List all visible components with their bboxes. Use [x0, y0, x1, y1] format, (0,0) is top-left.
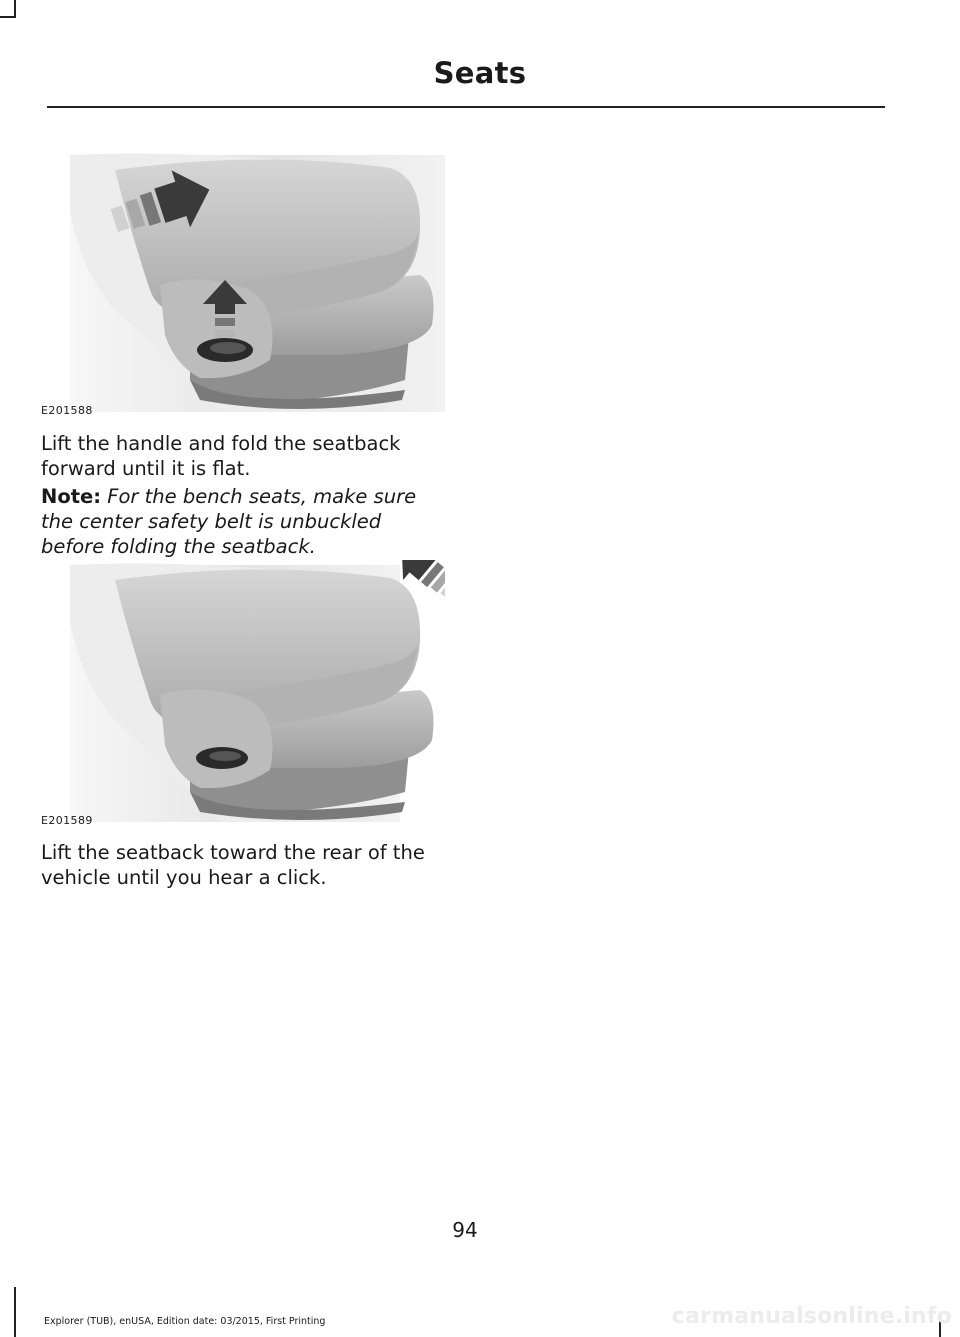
note-label: Note:	[41, 485, 102, 508]
header-divider	[47, 106, 885, 108]
crop-mark-top-left-horizontal	[0, 16, 16, 18]
crop-mark-bottom-left-vertical	[14, 1287, 16, 1337]
figure-code: E201588	[41, 404, 93, 417]
figure-code: E201589	[41, 814, 93, 827]
seat-illustration-fold-forward	[40, 150, 445, 412]
instruction-fold-forward: Lift the handle and fold the seatback forward until it is flat.	[41, 432, 401, 480]
note-text: For the bench seats, make sure the center safety belt is unbuckled before folding the seatback.	[41, 485, 417, 558]
seat-illustration-raise-back	[40, 560, 445, 822]
page-number: 94	[452, 1218, 478, 1242]
safety-note	[41, 484, 441, 559]
watermark: carmanualsonline.info	[671, 1304, 952, 1329]
page-title: Seats	[433, 56, 527, 90]
edition-footer: Explorer (TUB), enUSA, Edition date: 03/2015, First Printing	[44, 1316, 326, 1327]
instruction-raise-back: Lift the seatback toward the rear of the vehicle until you hear a click.	[41, 841, 425, 889]
